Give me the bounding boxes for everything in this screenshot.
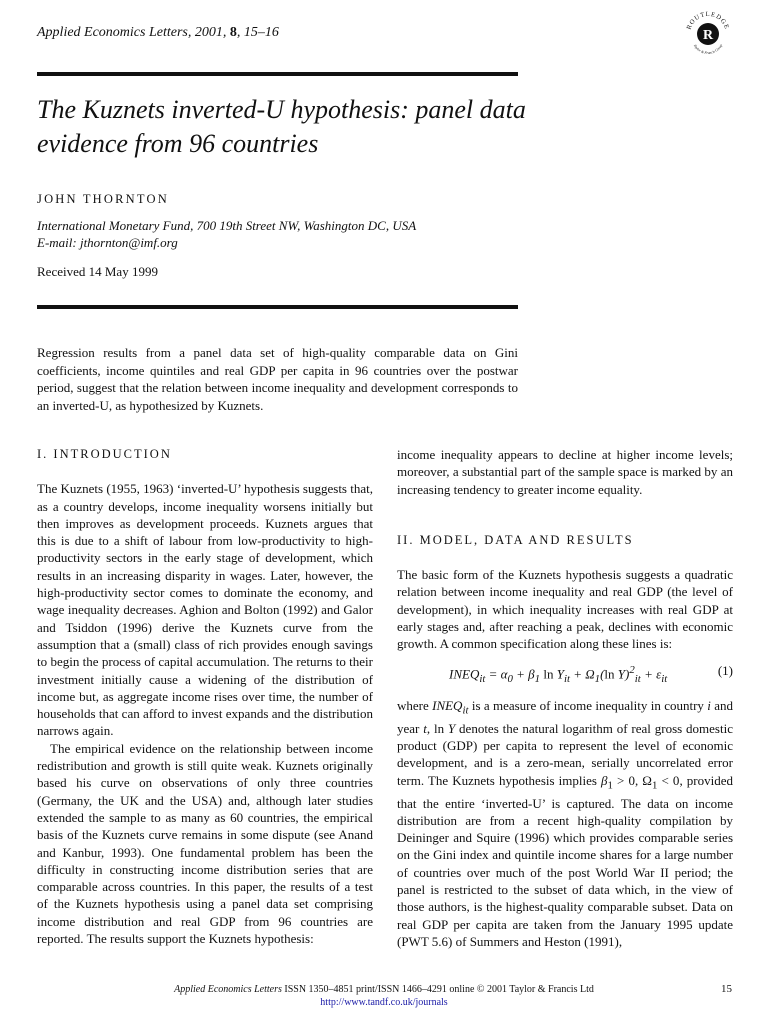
section-heading-introduction: I. INTRODUCTION (37, 447, 172, 461)
article-title: The Kuznets inverted-U hypothesis: panel data evidence from 96 countries (37, 95, 526, 158)
citation-pages: , 15–16 (236, 25, 279, 40)
journal-citation (37, 25, 279, 41)
logo-text: ROUTLEDGE (685, 10, 731, 31)
citation-volume: 8 (229, 25, 237, 40)
author-affiliation (37, 217, 416, 251)
equation-number: (1) (717, 662, 733, 678)
received-date: Received 14 May 1999 (37, 264, 158, 279)
logo-letter: R (702, 28, 714, 43)
section-heading-model: II. MODEL, DATA AND RESULTS (397, 532, 634, 547)
footer-url-link[interactable]: http://www.tandf.co.uk/journals (320, 997, 448, 1008)
author-name: JOHN THORNTON (37, 192, 169, 206)
journal-name: Applied Economics Letters (37, 25, 188, 40)
citation-year: , 2001, (187, 25, 230, 40)
page-footer (0, 983, 768, 1009)
paragraph-intro-2: The empirical evidence on the relationship between income redistribution and growth is still quite weak. Kuznets originally based his curve on observations of only three countries (Germany, the UK and the USA) and, although later studies extended the sample to as many as 60 countries, the empirical basis of the Kuznets curve remains in some dispute (see Anand and Kanbur, 1993). One fundamental problem has been the difficulty in constructing income distribution series that are comparable across countries. In this paper, the results of a test of the Kuznets hypothesis using a panel data set comprising income distribution and real GDP from 96 countries are reported. The results support the Kuznets hypothesis: (37, 740, 373, 947)
abstract: Regression results from a panel data set of high-quality comparable data on Gini coefficients, income quintiles and real GDP per capita in 96 countries over the postwar period, suggest that the relation between income inequality and development corresponds to an inverted-U, as hypothesized by Kuznets. (37, 345, 518, 413)
routledge-logo-icon (682, 8, 734, 60)
equation-formula: $INEQ_{it} = \alpha_0 + \beta_1$ $\ln Y_{it} + \Omega_1(\ln$ $Y)^2_{it} + \varepsilon_{it}$ (449, 663, 668, 685)
left-column (37, 446, 373, 947)
top-rule (37, 72, 518, 76)
footer-journal: Applied Economics Letters (174, 984, 282, 995)
page-number: 15 (721, 983, 732, 995)
logo-subtext: Taylor & Francis Group (692, 43, 724, 56)
svg-text:Taylor & Francis Group (693, 43, 724, 55)
paragraph-model-1: The basic form of the Kuznets hypothesis suggests a quadratic relation between income inequality and real GDP (the level of development), in which inequality increases with real GDP at early stages and, after reaching a peak, declines with economic growth. A common specification along these lines is: (397, 567, 733, 652)
paragraph-model-2: where $INEQ_{it}$ is a measure of income inequality in country i and year t, ln Y denotes the natural logarithm of real gross domestic product (GDP) per capita to represent the level of economic development, and is a zero-mean, serially uncorrelated error term. The Kuznets hypothesis implies $\beta_1 > 0$, $\Omega_1 < 0$, provided that the entire ‘inverted-U’ is captured. The data on income distribution are from a recent high-quality compilation by Deininger and Squire (1996) which provides comparable series on the Gini index and quintile income shares for a large number of countries over much of the post World War II period; the panel is restricted to the subset of data which, in the view of those authors, is the highest-quality comparable subset. Data on real GDP per capita are taken from the January 1995 update (PWT 5.6) of Summers and Heston (1991), (397, 697, 733, 949)
right-column (397, 446, 733, 950)
bottom-rule (37, 305, 518, 309)
affiliation-text: International Monetary Fund, 700 19th Street NW, Washington DC, USA (37, 218, 417, 233)
footer-issn: ISSN 1350–4851 print/ISSN 1466–4291 online © 2001 Taylor & Francis Ltd (281, 984, 594, 995)
paragraph-intro-1: The Kuznets (1955, 1963) ‘inverted-U’ hypothesis suggests that, as a country develops, income inequality worsens initially but then improves as development proceeds. Kuznets argues that this is due to a shift of labour from low-productivity to high-productivity sectors in the early stage of development, which results in an increasing disparity in wages. Later, however, the high-productivity sector comes to dominate the economy, and wage inequality decreases. Aghion and Bolton (1992) and Galor and Tsiddon (1996) derive the Kuznets curve from the assumption that a (small) class of rich provides enough savings to begin the process of capital accumulation. The returns to their investment initially cause a widening of the distribution of income but, as aggregate income rises over time, the number of households that can afford to invest expands and the distribution narrows again. (37, 481, 373, 739)
paragraph-intro-continued: income inequality appears to decline at higher income levels; moreover, a substantial part of the sample space is marked by an increasing tendency to greater income equality. (397, 447, 733, 497)
footer-copyright (0, 983, 768, 996)
author-email: E-mail: jthornton@imf.org (37, 235, 178, 250)
equation-1 (397, 662, 733, 688)
